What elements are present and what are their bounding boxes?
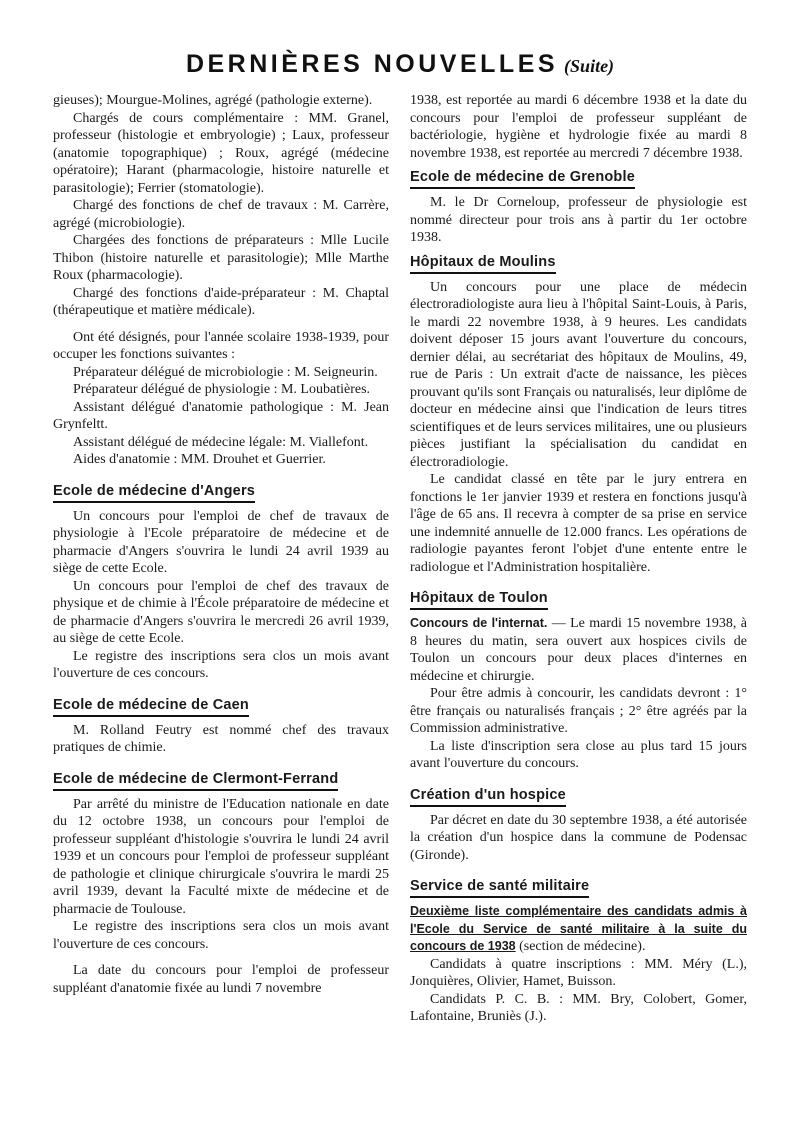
section-heading-clermont: Ecole de médecine de Clermont-Ferrand: [53, 770, 338, 791]
paragraph: 1938, est reportée au mardi 6 décembre 1938 et la date du concours pour l'emploi de professeur suppléant de bactériologie, hygiène et hydrologie fixée au mardi 8 novembre 1938, est reportée au mercredi 7 décembre 1938.: [410, 93, 747, 161]
paragraph: Préparateur délégué de physiologie : M. Loubatières.: [73, 382, 371, 397]
paragraph: La liste d'inscription sera close au plus tard 15 jours avant l'ouverture du concours.: [410, 738, 747, 771]
paragraph: Assistant délégué de médecine légale: M. Viallefont.: [73, 434, 369, 450]
header-title: DERNIÈRES NOUVELLES: [185, 50, 559, 78]
subheading-internat: Concours de l'internat.: [410, 616, 548, 630]
page-header: [0, 50, 800, 79]
section-heading-toulon: Hôpitaux de Toulon: [410, 589, 548, 610]
paragraph: [410, 615, 747, 685]
paragraph: Chargé des fonctions d'aide-préparateur : M. Chaptal (thérapeutique et matière médicale).: [53, 285, 389, 318]
paragraph: M. le Dr Corneloup, professeur de physiologie est nommé directeur pour trois ans à partir du 1er octobre 1938.: [410, 195, 747, 245]
header-suite: (Suite): [564, 56, 615, 76]
paragraph: Le registre des inscriptions sera clos un mois avant l'ouverture de ces concours.: [53, 919, 389, 952]
paragraph: Chargés de cours complémentaire : MM. Granel, professeur (histologie et embryologie) ; Laux, professeur (anatomie topographique) ; Roux, agrégé (médecine opératoire); Harant (pharmacologie, histoire naturelle et parasitologie); Ferrier (stomatologie).: [53, 110, 389, 196]
paragraph: La date du concours pour l'emploi de professeur suppléant d'anatomie fixée au lundi 7 novembre: [53, 963, 389, 996]
paragraph-text: — Le mardi 15 novembre 1938, à 8 heures du matin, sera ouvert aux hospices civils de Toulon un concours pour deux places d'internes en médecine et chirurgie.: [410, 616, 747, 684]
section-heading-hospice: Création d'un hospice: [410, 786, 566, 807]
paragraph: gieuses); Mourgue-Molines, agrégé (pathologie externe).: [53, 93, 373, 108]
section-heading-caen: Ecole de médecine de Caen: [53, 696, 249, 717]
paragraph: Le registre des inscriptions sera clos un mois avant l'ouverture de ces concours.: [53, 648, 389, 681]
paragraph: [410, 903, 747, 956]
left-column: [53, 92, 389, 997]
paragraph: Chargé des fonctions de chef de travaux : M. Carrère, agrégé (microbiologie).: [53, 198, 389, 231]
paragraph: Préparateur délégué de microbiologie : M. Seigneurin.: [73, 364, 378, 380]
paragraph: Par arrêté du ministre de l'Education nationale en date du 12 octobre 1938, un concours pour l'emploi de professeur suppléant d'histologie s'ouvrira le lundi 24 avril 1939 et un concours pour l'emploi de professeur suppléant de pathologie et clinique chirurgicale s'ouvrira le mardi 25 avril 1939, devant la Faculté mixte de médecine et de pharmacie de Toulouse.: [53, 796, 389, 917]
paragraph: Pour être admis à concourir, les candidats devront : 1° être français ou naturalisés français ; 2° être agréés par la Commission administrative.: [410, 686, 747, 736]
paragraph: Candidats à quatre inscriptions : MM. Méry (L.), Jonquières, Olivier, Hamet, Buisson.: [410, 956, 747, 989]
paragraph: Candidats P. C. B. : MM. Bry, Colobert, Gomer, Lafontaine, Bruniès (J.).: [410, 991, 747, 1024]
paragraph: Chargées des fonctions de préparateurs : Mlle Lucile Thibon (histoire naturelle et parasitologie); Mlle Marthe Roux (pharmacologie).: [53, 233, 389, 283]
paragraph: Par décret en date du 30 septembre 1938, a été autorisée la création d'un hospice dans la commune de Podensac (Gironde).: [410, 812, 747, 863]
right-column: [410, 92, 747, 1026]
paragraph: Aides d'anatomie : MM. Drouhet et Guerrier.: [73, 452, 326, 467]
section-heading-grenoble: Ecole de médecine de Grenoble: [410, 168, 635, 189]
paragraph-text: (section de médecine).: [515, 939, 646, 954]
paragraph: Ont été désignés, pour l'année scolaire 1938-1939, pour occuper les fonctions suivantes :: [53, 329, 389, 362]
paragraph: Un concours pour l'emploi de chef de travaux de physiologie à l'Ecole préparatoire de médecine et de pharmacie d'Angers s'ouvrira le lundi 24 avril 1939 au siège de cette Ecole.: [53, 508, 389, 576]
paragraph: Un concours pour l'emploi de chef des travaux de physique et de chimie à l'École préparatoire de médecine et de pharmacie d'Angers s'ouvrira le mercredi 26 avril 1939, au siège de cette Ecole.: [53, 578, 389, 646]
section-heading-moulins: Hôpitaux de Moulins: [410, 253, 556, 274]
paragraph: M. Rolland Feutry est nommé chef des travaux pratiques de chimie.: [53, 722, 389, 755]
paragraph: Un concours pour une place de médecin électroradiologiste aura lieu à l'hôpital Saint-Louis, à Paris, le mardi 22 novembre 1938, à 9 heures. Les candidats doivent déposer 15 jours avant l'ouverture du concours, dernier délai, au secrétariat des hôpitaux de Moulins, 49, rue de Paris : Un extrait d'acte de naissance, les pièces prouvant qu'ils sont Français ou naturalisés, leur diplôme de docteur en médecine ainsi que l'indication de leurs titres scientifiques et de leurs services militaires, une ou plusieurs pièces justifiant la spécialisation du candidat en électroradiologie.: [410, 279, 747, 470]
paragraph: Assistant délégué d'anatomie pathologique : M. Jean Grynfeltt.: [53, 399, 389, 432]
bold-list-title: Deuxième liste complémentaire des candidats admis à l'Ecole du Service de santé militaire à la suite du concours de 1938: [410, 904, 747, 953]
section-heading-militaire: Service de santé militaire: [410, 877, 589, 898]
section-heading-angers: Ecole de médecine d'Angers: [53, 482, 255, 503]
paragraph: Le candidat classé en tête par le jury entrera en fonctions le 1er janvier 1939 et restera en fonctions jusqu'à l'âge de 65 ans. Il recevra à compter de sa prise en service une indemnité annuelle de 12.000 francs. Les opérations de radiologie payantes feront l'objet d'une entente entre le radiologue et l'Administration hospitalière.: [410, 472, 747, 575]
